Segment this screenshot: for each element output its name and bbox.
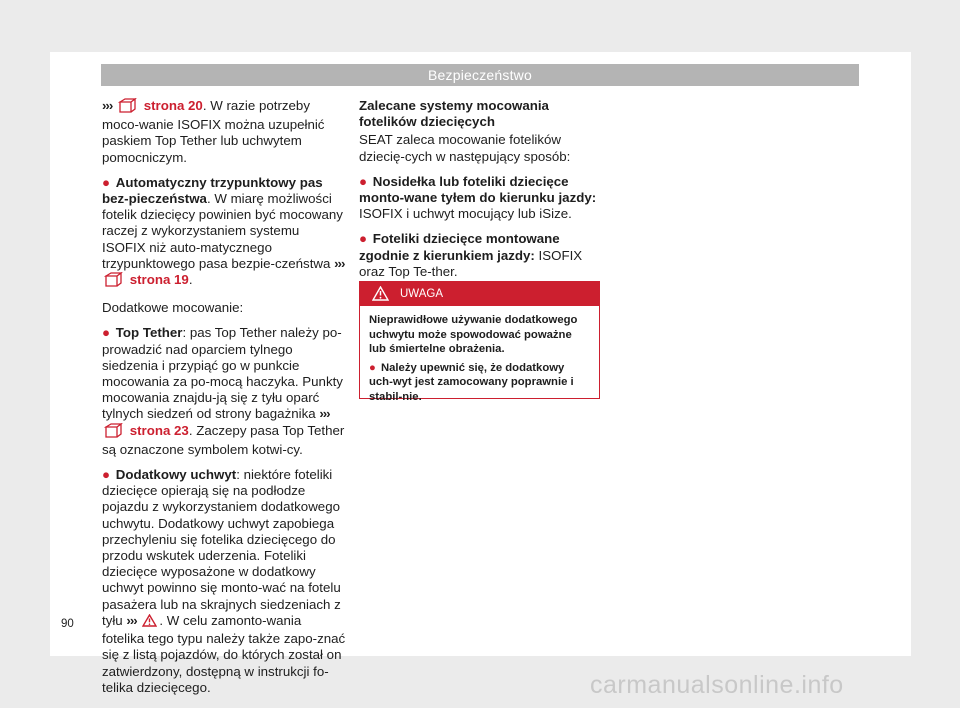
- bold-term: Automatyczny trzypunktowy pas bez-pieczeństwa: [102, 174, 323, 207]
- book-reference-icon: [104, 423, 124, 442]
- bold-term: Foteliki dziecięce montowane zgodnie z kierunkiem jazdy:: [359, 231, 560, 263]
- paragraph-intro: SEAT zaleca mocowanie fotelików dziecię-cych w następujący sposób:: [359, 132, 571, 164]
- paragraph-three-point-belt: [102, 175, 346, 291]
- reference-arrows: ›››: [126, 612, 137, 628]
- reference-arrows: ›››: [319, 406, 330, 422]
- bold-term: Nosidełka lub foteliki dziecięce monto-wane tyłem do kierunku jazdy:: [359, 173, 597, 206]
- paragraph-support-leg: [102, 467, 346, 696]
- paragraph-text: ISOFIX oraz Top Te-ther.: [359, 247, 583, 279]
- right-column: [359, 98, 602, 289]
- page-number: 90: [61, 618, 74, 630]
- bullet-icon: ●: [102, 325, 111, 341]
- watermark: carmanualsonline.info: [590, 671, 844, 699]
- bullet-icon: ●: [369, 361, 376, 374]
- bullet-icon: ●: [102, 467, 111, 483]
- left-column: [102, 98, 346, 705]
- warning-triangle-icon: [372, 286, 389, 310]
- paragraph-text: . W miarę możliwości fotelik dziecięcy powinien być mocowany raczej z wykorzystaniem systemu ISOFIX niż auto-matycznego trzypunktowego pasa bezpie-czeństwa: [102, 191, 343, 271]
- reference-arrows: ›››: [334, 255, 345, 271]
- page-header: Bezpieczeństwo: [101, 64, 859, 86]
- list-item-forward-facing: [359, 231, 602, 280]
- warning-box: [359, 281, 600, 403]
- list-item-rear-facing: [359, 174, 602, 223]
- bullet-icon: ●: [359, 231, 368, 247]
- paragraph-text: .: [188, 272, 193, 288]
- warning-text: Nieprawidłowe używanie dodatkowego uchwytu może spowodować poważne lub śmiertelne obrażenia.: [369, 314, 578, 356]
- bullet-icon: ●: [102, 174, 111, 190]
- paragraph-text: : pas Top Tether należy po-prowadzić nad oparciem tylnego siedzenia i przypiąć go w punkcie mocowania za po-mocą haczyka. Punkty mocowania znajdu-ją się z tyłu oparć tylnych siedzeń od strony bagażnika: [102, 325, 343, 422]
- paragraph-text: ISOFIX i uchwyt mocujący lub iSize.: [359, 206, 572, 222]
- book-reference-icon: [104, 272, 124, 291]
- paragraph-isofix-topup: [102, 98, 346, 166]
- page-reference-link[interactable]: strona 19: [129, 272, 189, 288]
- bold-term: Dodatkowy uchwyt: [115, 467, 237, 483]
- warning-bullet-item: [369, 361, 590, 405]
- warning-header: [360, 282, 599, 306]
- page-reference-link[interactable]: strona 23: [129, 422, 189, 438]
- warning-triangle-icon[interactable]: [142, 614, 157, 631]
- bold-term: Top Tether: [115, 325, 183, 341]
- paragraph-additional-mounting: Dodatkowe mocowanie:: [102, 300, 244, 316]
- bullet-icon: ●: [359, 173, 368, 189]
- warning-body: [360, 306, 599, 405]
- paragraph-text: . W razie potrzeby moco-wanie ISOFIX można uzupełnić paskiem Top Tether lub uchwytem pomocniczym.: [102, 98, 325, 165]
- paragraph-top-tether: [102, 325, 346, 458]
- warning-text: Należy upewnić się, że dodatkowy uch-wyt jest zamocowany poprawnie i stabil-nie.: [369, 361, 574, 403]
- warning-label: UWAGA: [400, 288, 444, 300]
- reference-arrows: ›››: [102, 98, 113, 113]
- paragraph-text: . Zaczepy pasa Top Tether są oznaczone symbolem kotwi-cy.: [102, 422, 345, 457]
- page-reference-link[interactable]: strona 20: [143, 98, 203, 113]
- book-reference-icon: [118, 98, 138, 117]
- paragraph-text: . W celu zamonto-wania fotelika tego typu należy także zapo-znać się z listą pojazdów, do których został on zatwierdzony, dostępną w instrukcji fo-telika dziecięcego.: [102, 612, 346, 695]
- paragraph-text: : niektóre foteliki dziecięce opierają się na podłodze pojazdu z wykorzystaniem dodatkowego uchwytu. Dodatkowy uchwyt zapobiega przechyleniu się fotelika dziecięcego do przodu wskutek uderzenia. Foteliki dziecięce wyposażone w dodatkowy uchwyt powinno się monto-wać na fotelu pasażera lub na skrajnych siedzeniach z tyłu: [102, 467, 341, 628]
- section-heading: Zalecane systemy mocowania fotelików dziecięcych: [359, 98, 549, 130]
